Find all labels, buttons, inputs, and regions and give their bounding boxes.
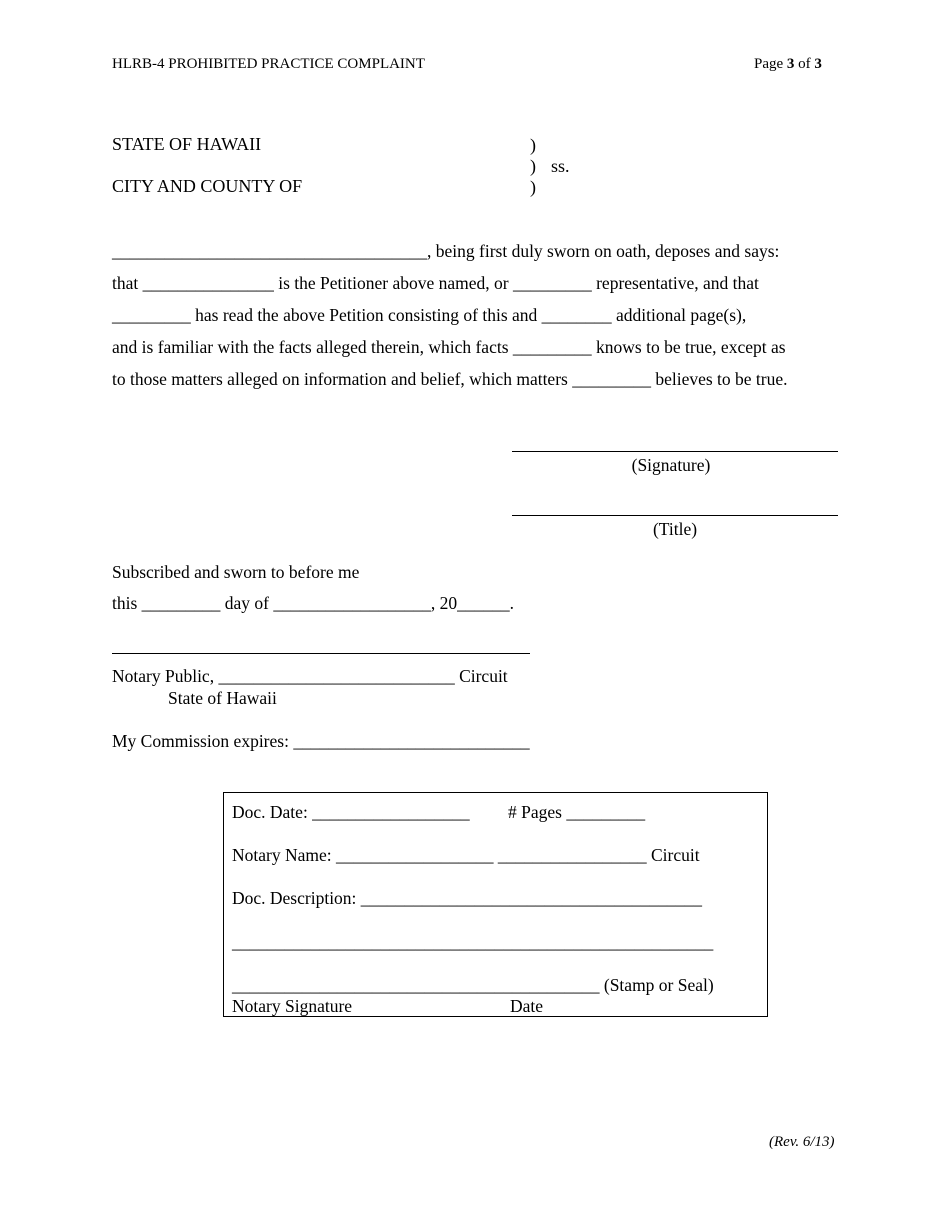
venue-paren-2: ) xyxy=(530,156,536,176)
form-title: HLRB-4 PROHIBITED PRACTICE COMPLAINT xyxy=(112,56,425,72)
notary-signature-label: Notary Signature xyxy=(232,996,353,1016)
jurat-line-1: Subscribed and sworn to before me xyxy=(112,562,360,582)
notary-public-line: Notary Public, ___________________________ Circuit xyxy=(112,666,508,686)
page-word: Page xyxy=(754,56,784,72)
signature-label: (Signature) xyxy=(631,455,711,475)
revision-note: (Rev. 6/13) xyxy=(769,1134,835,1150)
title-line[interactable] xyxy=(512,515,838,516)
affidavit-line-4: and is familiar with the facts alleged therein, which facts _________ knows to be true, except as xyxy=(112,337,786,357)
date-label: Date xyxy=(510,996,544,1016)
affidavit-line-1: ____________________________________, being first duly sworn on oath, deposes and says: xyxy=(112,241,780,261)
affidavit-line-3: _________ has read the above Petition consisting of this and ________ additional page(s), xyxy=(112,305,747,325)
affidavit-line-2: that _______________ is the Petitioner above named, or _________ representative, and that xyxy=(112,273,759,293)
doc-date-field: Doc. Date: __________________ xyxy=(232,802,470,822)
doc-description-field: Doc. Description: _______________________________________ xyxy=(232,888,703,908)
page-current: 3 xyxy=(786,56,795,72)
venue-state: STATE OF HAWAII xyxy=(112,134,262,154)
page-indicator xyxy=(754,57,822,72)
affidavit-line-5: to those matters alleged on information and belief, which matters _________ believes to be true. xyxy=(112,369,788,389)
venue-county: CITY AND COUNTY OF xyxy=(112,176,303,196)
doc-description-continued: _______________________________________________________ xyxy=(232,932,714,952)
commission-expires: My Commission expires: ___________________________ xyxy=(112,731,530,751)
venue-paren-3: ) xyxy=(530,177,536,197)
page-total: 3 xyxy=(814,56,822,72)
signature-line[interactable] xyxy=(512,451,838,452)
title-label: (Title) xyxy=(652,519,698,539)
venue-paren-1: ) xyxy=(530,135,536,155)
notary-name-field: Notary Name: __________________ _________________ Circuit xyxy=(232,845,700,865)
pages-field: # Pages _________ xyxy=(508,802,646,822)
page-of: of xyxy=(798,56,811,72)
stamp-seal-line: __________________________________________ (Stamp or Seal) xyxy=(232,975,714,995)
venue-ss: ss. xyxy=(551,156,570,176)
notary-signature-line[interactable] xyxy=(112,653,530,654)
jurat-line-2: this _________ day of __________________, 20______. xyxy=(112,593,515,613)
notary-state: State of Hawaii xyxy=(168,688,277,708)
